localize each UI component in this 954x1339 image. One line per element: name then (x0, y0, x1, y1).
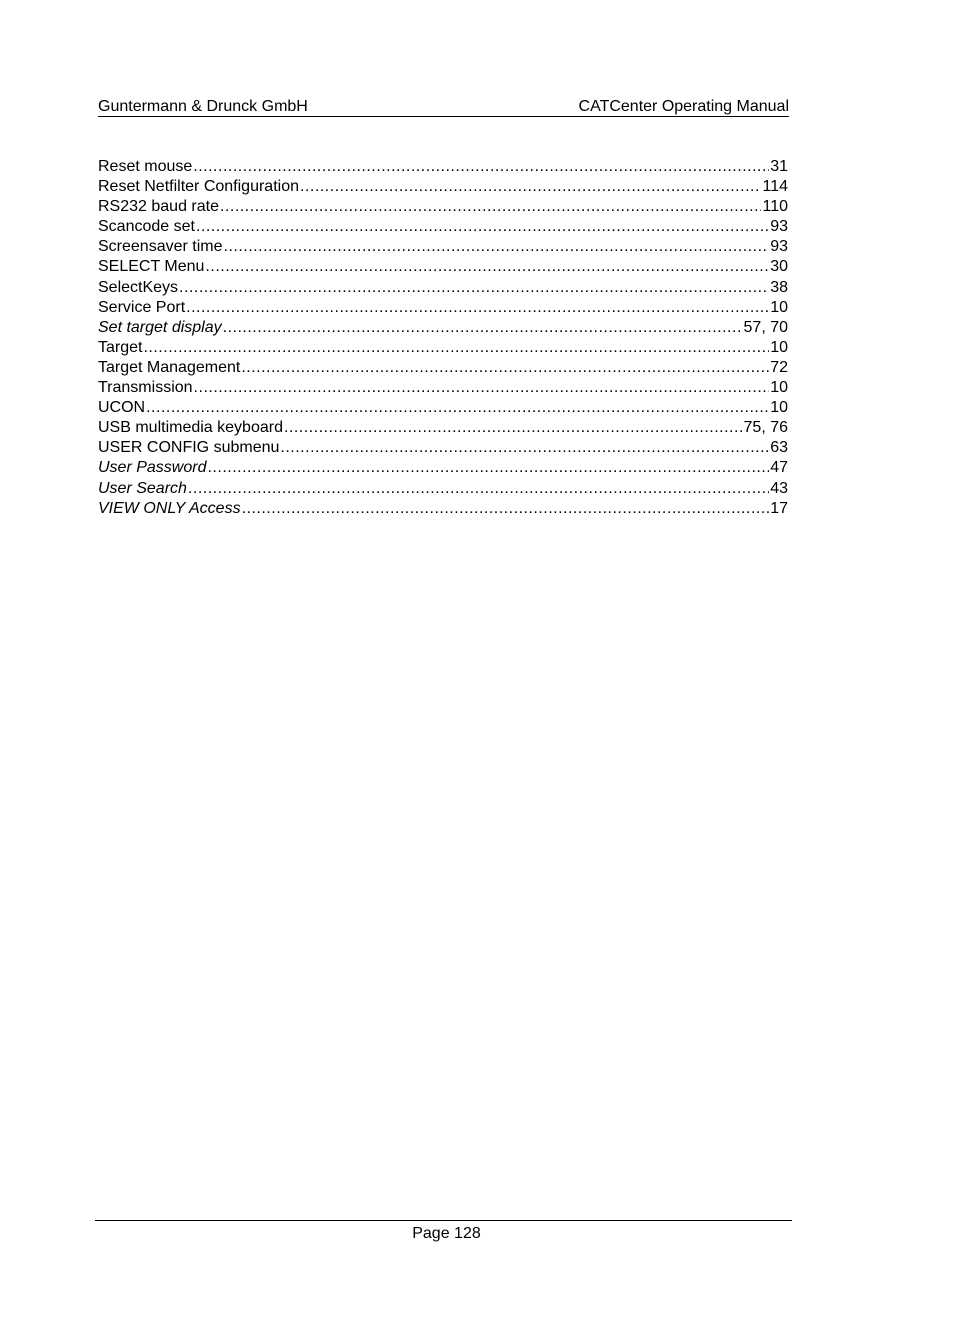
index-page-numbers: 38 (770, 278, 788, 296)
index-term: SelectKeys (98, 278, 179, 296)
index-page-numbers: 93 (770, 238, 788, 256)
index-entry (98, 278, 788, 298)
index-term: Target (98, 338, 143, 356)
index-page-numbers: 110 (762, 198, 788, 216)
index-entry (98, 217, 788, 237)
dot-leader (223, 318, 743, 338)
index-entry (98, 458, 788, 478)
dot-leader (241, 358, 769, 378)
index-page-numbers: 10 (770, 338, 788, 356)
header-manual-title: CATCenter Operating Manual (578, 98, 789, 115)
index-term: UCON (98, 399, 146, 417)
index-list (98, 157, 788, 519)
dot-leader (205, 257, 769, 277)
index-entry (98, 197, 788, 217)
dot-leader (300, 177, 762, 197)
index-page-numbers: 93 (770, 218, 788, 236)
dot-leader (284, 418, 743, 438)
index-page-numbers: 43 (770, 479, 788, 497)
dot-leader (220, 197, 762, 217)
index-page-numbers: 10 (770, 399, 788, 417)
index-entry (98, 237, 788, 257)
dot-leader (186, 298, 769, 318)
header-company: Guntermann & Drunck GmbH (98, 98, 308, 115)
index-page-numbers: 10 (770, 379, 788, 397)
index-term: SELECT Menu (98, 258, 205, 276)
dot-leader (280, 438, 769, 458)
index-entry (98, 479, 788, 499)
index-entry (98, 177, 788, 197)
footer-rule (95, 1220, 792, 1221)
index-page-numbers: 31 (770, 158, 788, 175)
index-entry (98, 257, 788, 277)
dot-leader (196, 217, 769, 237)
index-term: Reset Netfilter Configuration (98, 178, 299, 196)
index-term: RS232 baud rate (98, 198, 219, 216)
index-entry (98, 438, 788, 458)
index-entry (98, 499, 788, 519)
index-term: Service Port (98, 298, 186, 316)
index-term: Transmission (98, 379, 193, 397)
dot-leader (193, 157, 769, 177)
index-term: User Search (98, 479, 187, 497)
index-page-numbers: 63 (770, 439, 788, 457)
index-term: Set target display (98, 318, 222, 336)
index-entry (98, 418, 788, 438)
index-page-numbers: 17 (770, 499, 788, 517)
page-header (98, 97, 789, 117)
index-page-numbers: 75, 76 (743, 419, 788, 437)
index-term: USER CONFIG submenu (98, 439, 280, 457)
dot-leader (146, 398, 769, 418)
index-term: Scancode set (98, 218, 195, 236)
index-entry (98, 398, 788, 418)
page-number: Page 128 (412, 1225, 481, 1242)
dot-leader (179, 278, 769, 298)
index-entry (98, 298, 788, 318)
index-entry (98, 378, 788, 398)
index-entry (98, 358, 788, 378)
index-page-numbers: 114 (762, 178, 788, 196)
index-page-numbers: 10 (770, 298, 788, 316)
dot-leader (194, 378, 770, 398)
index-term: User Password (98, 459, 207, 477)
index-entry (98, 157, 788, 177)
index-term: USB multimedia keyboard (98, 419, 283, 437)
index-page-numbers: 72 (770, 358, 788, 376)
index-term: Target Management (98, 358, 241, 376)
dot-leader (242, 499, 770, 519)
index-term: Screensaver time (98, 238, 223, 256)
dot-leader (188, 479, 769, 499)
index-page-numbers: 47 (770, 459, 788, 477)
index-entry (98, 338, 788, 358)
index-entry (98, 318, 788, 338)
index-term: Reset mouse (98, 158, 193, 175)
index-page-numbers: 57, 70 (743, 318, 788, 336)
dot-leader (207, 458, 769, 478)
dot-leader (224, 237, 770, 257)
dot-leader (143, 338, 769, 358)
index-term: VIEW ONLY Access (98, 499, 241, 517)
index-page-numbers: 30 (770, 258, 788, 276)
